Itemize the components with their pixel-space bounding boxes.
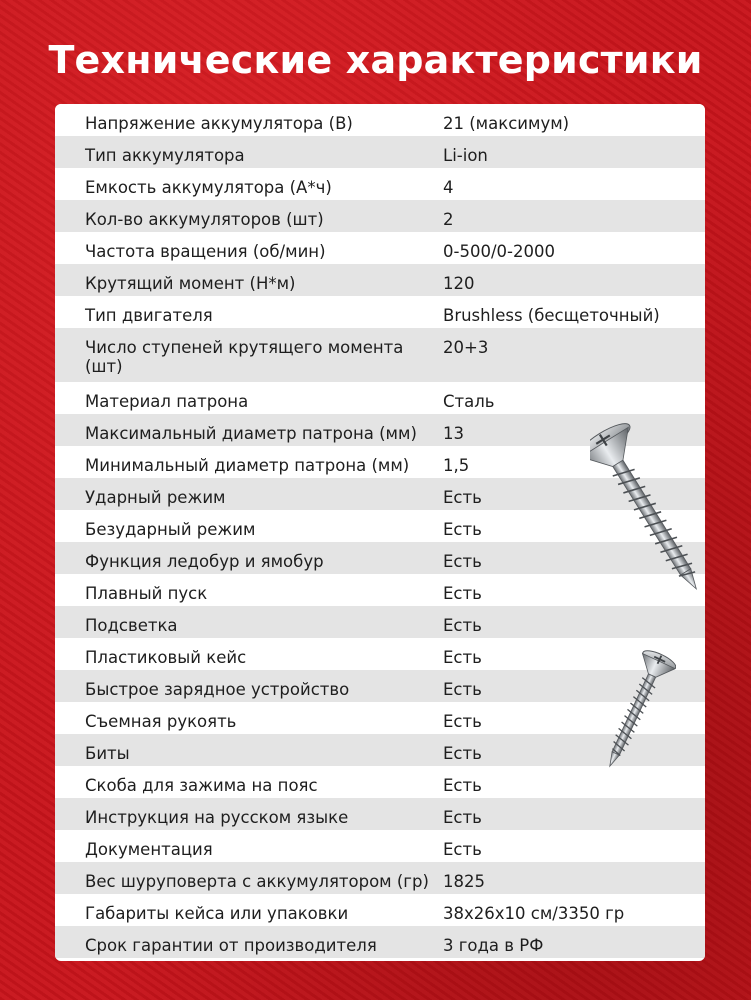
spec-row: [55, 296, 705, 328]
spec-row: [55, 168, 705, 200]
spec-row: [55, 382, 705, 414]
spec-value: Есть: [443, 840, 482, 859]
spec-label: Число ступеней крутящего момента (шт): [85, 338, 404, 376]
spec-value: Есть: [443, 584, 482, 603]
spec-label: Плавный пуск: [85, 584, 208, 603]
spec-value: Есть: [443, 488, 482, 507]
spec-value: Есть: [443, 552, 482, 571]
spec-value: Сталь: [443, 392, 495, 411]
spec-value: 4: [443, 178, 454, 197]
spec-label: Функция ледобур и ямобур: [85, 552, 324, 571]
spec-label: Подсветка: [85, 616, 178, 635]
spec-row: [55, 232, 705, 264]
spec-value: 2: [443, 210, 454, 229]
spec-value: 1,5: [443, 456, 470, 475]
spec-label: Безударный режим: [85, 520, 256, 539]
spec-row: [55, 104, 705, 136]
spec-label: Емкость аккумулятора (А*ч): [85, 178, 332, 197]
spec-value: 38x26x10 см/3350 гр: [443, 904, 625, 923]
page-title: Технические характеристики: [48, 38, 703, 82]
spec-value: 13: [443, 424, 464, 443]
spec-value: Есть: [443, 616, 482, 635]
spec-row: [55, 830, 705, 862]
spec-label: Напряжение аккумулятора (В): [85, 114, 353, 133]
spec-row: [55, 264, 705, 296]
spec-label: Биты: [85, 744, 130, 763]
spec-label: Частота вращения (об/мин): [85, 242, 326, 261]
spec-label: Вес шуруповерта с аккумулятором (гр): [85, 872, 429, 891]
spec-row: [55, 926, 705, 958]
spec-value: 3 года в РФ: [443, 936, 544, 955]
spec-value: Есть: [443, 680, 482, 699]
spec-label: Кол-во аккумуляторов (шт): [85, 210, 324, 229]
spec-row: [55, 606, 705, 638]
spec-label: Максимальный диаметр патрона (мм): [85, 424, 417, 443]
spec-value: Brushless (бесщеточный): [443, 306, 660, 325]
spec-row: [55, 862, 705, 894]
spec-value: 21 (максимум): [443, 114, 570, 133]
spec-label: Ударный режим: [85, 488, 226, 507]
spec-label: Материал патрона: [85, 392, 249, 411]
spec-label: Тип аккумулятора: [85, 146, 245, 165]
spec-label: Скоба для зажима на пояс: [85, 776, 318, 795]
spec-label: Минимальный диаметр патрона (мм): [85, 456, 410, 475]
spec-value: Есть: [443, 648, 482, 667]
spec-value: Li-ion: [443, 146, 488, 165]
spec-label: Инструкция на русском языке: [85, 808, 349, 827]
spec-value: 20+3: [443, 338, 489, 357]
spec-row: [55, 798, 705, 830]
spec-value: Есть: [443, 520, 482, 539]
spec-label: Пластиковый кейс: [85, 648, 247, 667]
spec-label: Съемная рукоять: [85, 712, 237, 731]
spec-value: Есть: [443, 776, 482, 795]
spec-row: [55, 328, 705, 382]
spec-label: Быстрое зарядное устройство: [85, 680, 350, 699]
spec-label: Документация: [85, 840, 213, 859]
spec-label: Срок гарантии от производителя: [85, 936, 377, 955]
spec-label: Тип двигателя: [85, 306, 213, 325]
screw-large-icon: [590, 415, 705, 605]
screw-small-icon: [596, 645, 676, 775]
spec-value: Есть: [443, 744, 482, 763]
spec-label: Габариты кейса или упаковки: [85, 904, 349, 923]
spec-row: [55, 894, 705, 926]
spec-value: 1825: [443, 872, 485, 891]
spec-label: Крутящий момент (Н*м): [85, 274, 296, 293]
spec-value: 0-500/0-2000: [443, 242, 555, 261]
spec-row: [55, 200, 705, 232]
spec-row: [55, 136, 705, 168]
spec-value: Есть: [443, 808, 482, 827]
spec-value: Есть: [443, 712, 482, 731]
spec-value: 120: [443, 274, 475, 293]
